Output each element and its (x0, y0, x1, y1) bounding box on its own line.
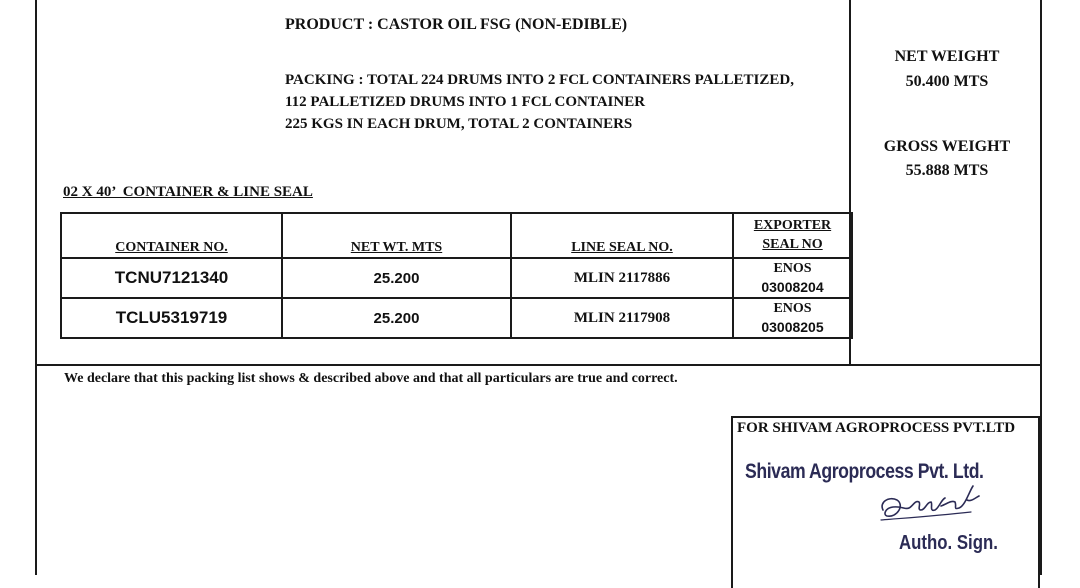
handwritten-signature (875, 480, 995, 532)
section-divider (35, 364, 1042, 366)
net-wt-cell: 25.200 (282, 258, 511, 298)
frame-left-border (35, 0, 37, 575)
exporter-seal-number: 03008205 (761, 319, 824, 335)
container-no-cell: TCLU5319719 (61, 298, 282, 338)
exporter-seal-number: 03008204 (761, 279, 824, 295)
line-seal-cell: MLIN 2117908 (511, 298, 733, 338)
header-line-seal: LINE SEAL NO. (511, 213, 733, 258)
container-seal-table (60, 212, 853, 339)
signatory-box (731, 416, 1040, 588)
product-line: PRODUCT : CASTOR OIL FSG (NON-EDIBLE) (285, 16, 628, 33)
line-seal-cell: MLIN 2117886 (511, 258, 733, 298)
table-header-row (61, 213, 852, 258)
header-container-no: CONTAINER NO. (61, 213, 282, 258)
exporter-seal-cell (733, 298, 852, 338)
header-net-wt: NET WT. MTS (282, 213, 511, 258)
declaration-text: We declare that this packing list shows & described above and that all particulars are true and correct. (64, 371, 678, 386)
net-wt-cell: 25.200 (282, 298, 511, 338)
gross-weight-label: GROSS WEIGHT (883, 138, 1011, 155)
table-row (61, 258, 852, 298)
container-seal-heading: 02 X 40’ CONTAINER & LINE SEAL (63, 184, 313, 200)
packing-line-2: 112 PALLETIZED DRUMS INTO 1 FCL CONTAINER (285, 94, 646, 110)
container-no-cell: TCNU7121340 (61, 258, 282, 298)
authorised-signatory-caption: Autho. Sign. (899, 532, 998, 554)
exporter-seal-prefix: ENOS (773, 301, 812, 316)
gross-weight-value: 55.888 MTS (905, 162, 989, 179)
company-stamp: Shivam Agroprocess Pvt. Ltd. (745, 460, 984, 483)
company-for-label: FOR SHIVAM AGROPROCESS PVT.LTD (737, 420, 1016, 436)
header-exporter-seal: EXPORTER SEAL NO (733, 213, 852, 258)
table-row (61, 298, 852, 338)
net-weight-label: NET WEIGHT (894, 48, 1000, 65)
exporter-seal-cell (733, 258, 852, 298)
exporter-seal-prefix: ENOS (773, 261, 812, 276)
packing-line-3: 225 KGS IN EACH DRUM, TOTAL 2 CONTAINERS (285, 116, 633, 132)
net-weight-value: 50.400 MTS (905, 73, 989, 90)
packing-line-1: PACKING : TOTAL 224 DRUMS INTO 2 FCL CONTAINERS PALLETIZED, (285, 72, 794, 88)
